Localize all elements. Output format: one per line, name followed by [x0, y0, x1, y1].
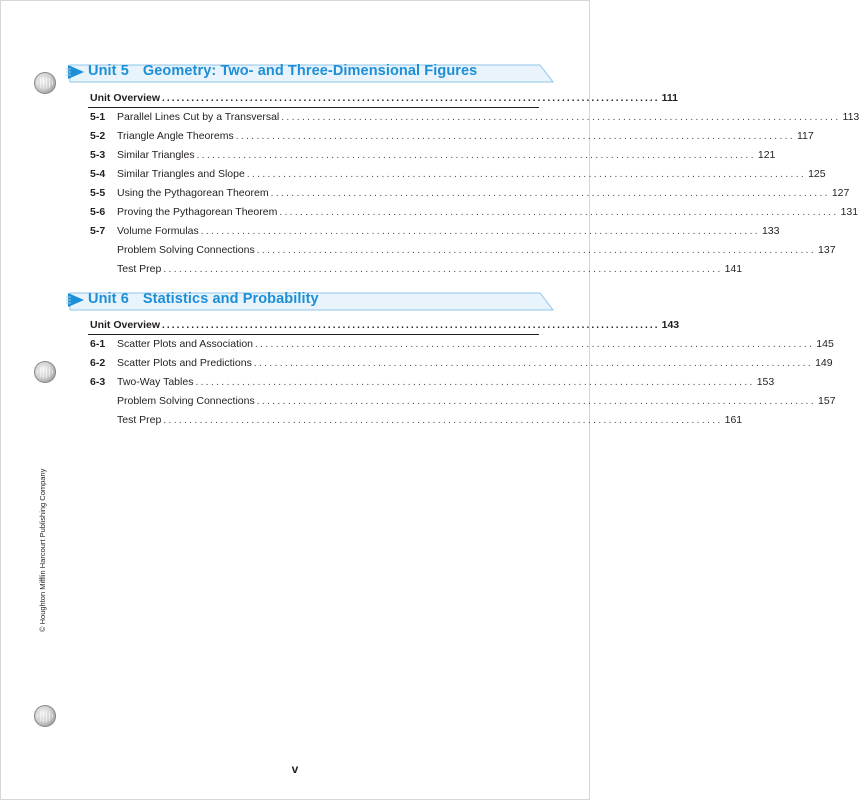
leader-dots: ............................................................................................................ — [200, 226, 760, 237]
page-number: 157 — [818, 395, 836, 407]
lesson-number: 5-4 — [90, 168, 106, 180]
page-number: 149 — [815, 357, 833, 369]
page-number: 137 — [818, 244, 836, 256]
leader-dots: ............................................................................................................ — [256, 245, 817, 256]
leader-dots: ...................................................................................................... — [162, 93, 660, 104]
extra-title: Problem Solving Connections — [117, 395, 255, 407]
lesson-title: Parallel Lines Cut by a Transversal — [117, 111, 280, 123]
leader-dots: ............................................................................................................ — [281, 112, 841, 123]
play-arrow-icon — [66, 290, 88, 310]
lesson-title: Similar Triangles and Slope — [117, 168, 245, 180]
lesson-title: Two-Way Tables — [117, 376, 194, 388]
toc-row-problem-solving-6 — [90, 392, 836, 411]
page-number: 131 — [840, 206, 859, 218]
toc-row-6-3 — [90, 373, 775, 392]
page-number: 145 — [816, 338, 834, 350]
binder-hole-top — [34, 72, 56, 94]
page-number: 117 — [797, 130, 814, 142]
page-number: 143 — [661, 319, 680, 331]
unit-title — [88, 291, 319, 307]
unit-6-header — [66, 290, 554, 312]
unit-title — [88, 63, 477, 79]
leader-dots: ............................................................................................................ — [253, 358, 814, 369]
leader-dots: ...................................................................................................... — [162, 320, 660, 331]
leader-dots: ............................................................................................................ — [270, 188, 830, 199]
lesson-title: Proving the Pythagorean Theorem — [117, 206, 278, 218]
lesson-title: Using the Pythagorean Theorem — [117, 187, 269, 199]
unit-name: Geometry: Two- and Three-Dimensional Figures — [142, 63, 478, 79]
lesson-number: 5-6 — [90, 206, 106, 218]
page-number: 121 — [757, 149, 776, 161]
leader-dots: ............................................................................................................ — [195, 377, 755, 388]
copyright-notice: © Houghton Mifflin Harcourt Publishing Company — [38, 468, 47, 632]
toc-row-test-prep-5 — [90, 260, 743, 279]
page-number: 113 — [842, 111, 859, 123]
toc-row-5-4 — [90, 165, 826, 184]
toc-row-5-3 — [90, 146, 776, 165]
extra-title: Test Prep — [117, 414, 162, 426]
lesson-title: Volume Formulas — [117, 225, 199, 237]
lesson-number: 5-7 — [90, 225, 106, 237]
toc-row-problem-solving-5 — [90, 241, 836, 260]
page-number: 127 — [831, 187, 850, 199]
unit-5-header — [66, 62, 554, 84]
lesson-number: 6-2 — [90, 357, 106, 369]
leader-dots: ............................................................................................................ — [255, 339, 815, 350]
leader-dots: ............................................................................................................ — [279, 207, 839, 218]
toc-row-5-7 — [90, 222, 780, 241]
page-number: 111 — [661, 92, 678, 104]
lesson-title: Scatter Plots and Association — [117, 338, 253, 350]
unit-number: Unit 6 — [88, 291, 129, 307]
leader-dots: ............................................................................................................ — [246, 169, 807, 180]
lesson-number: 5-3 — [90, 149, 106, 161]
toc-row-test-prep-6 — [90, 411, 743, 430]
binder-hole-bottom — [34, 705, 56, 727]
leader-dots: ............................................................................................................ — [196, 150, 756, 161]
page-number: 153 — [756, 376, 775, 388]
binder-hole-middle — [34, 361, 56, 383]
page-number: 161 — [724, 414, 743, 426]
lesson-title: Scatter Plots and Predictions — [117, 357, 252, 369]
toc-row-5-1 — [90, 108, 859, 127]
page-number: 125 — [808, 168, 826, 180]
leader-dots: ............................................................................................................ — [163, 415, 723, 426]
play-arrow-icon — [66, 62, 88, 82]
unit-overview-row — [90, 316, 680, 335]
page-number: 133 — [761, 225, 780, 237]
toc-row-6-1 — [90, 335, 834, 354]
toc-row-5-6 — [90, 203, 859, 222]
extra-title: Problem Solving Connections — [117, 244, 255, 256]
lesson-number: 5-1 — [90, 111, 106, 123]
overview-label: Unit Overview — [90, 319, 161, 331]
lesson-number: 6-1 — [90, 338, 106, 350]
unit-name: Statistics and Probability — [142, 291, 319, 307]
toc-row-5-2 — [90, 127, 814, 146]
toc-row-6-2 — [90, 354, 833, 373]
overview-label: Unit Overview — [90, 92, 161, 104]
toc-row-5-5 — [90, 184, 850, 203]
leader-dots: ............................................................................................................ — [163, 264, 723, 275]
lesson-number: 5-5 — [90, 187, 106, 199]
extra-title: Test Prep — [117, 263, 162, 275]
leader-dots: ............................................................................................................ — [235, 131, 795, 142]
unit-overview-row — [90, 89, 678, 108]
lesson-title: Similar Triangles — [117, 149, 195, 161]
lesson-number: 5-2 — [90, 130, 106, 142]
unit-number: Unit 5 — [88, 63, 129, 79]
leader-dots: ............................................................................................................ — [256, 396, 817, 407]
page-number: 141 — [724, 263, 743, 275]
lesson-title: Triangle Angle Theorems — [117, 130, 234, 142]
page-folio: v — [291, 762, 299, 776]
lesson-number: 6-3 — [90, 376, 106, 388]
